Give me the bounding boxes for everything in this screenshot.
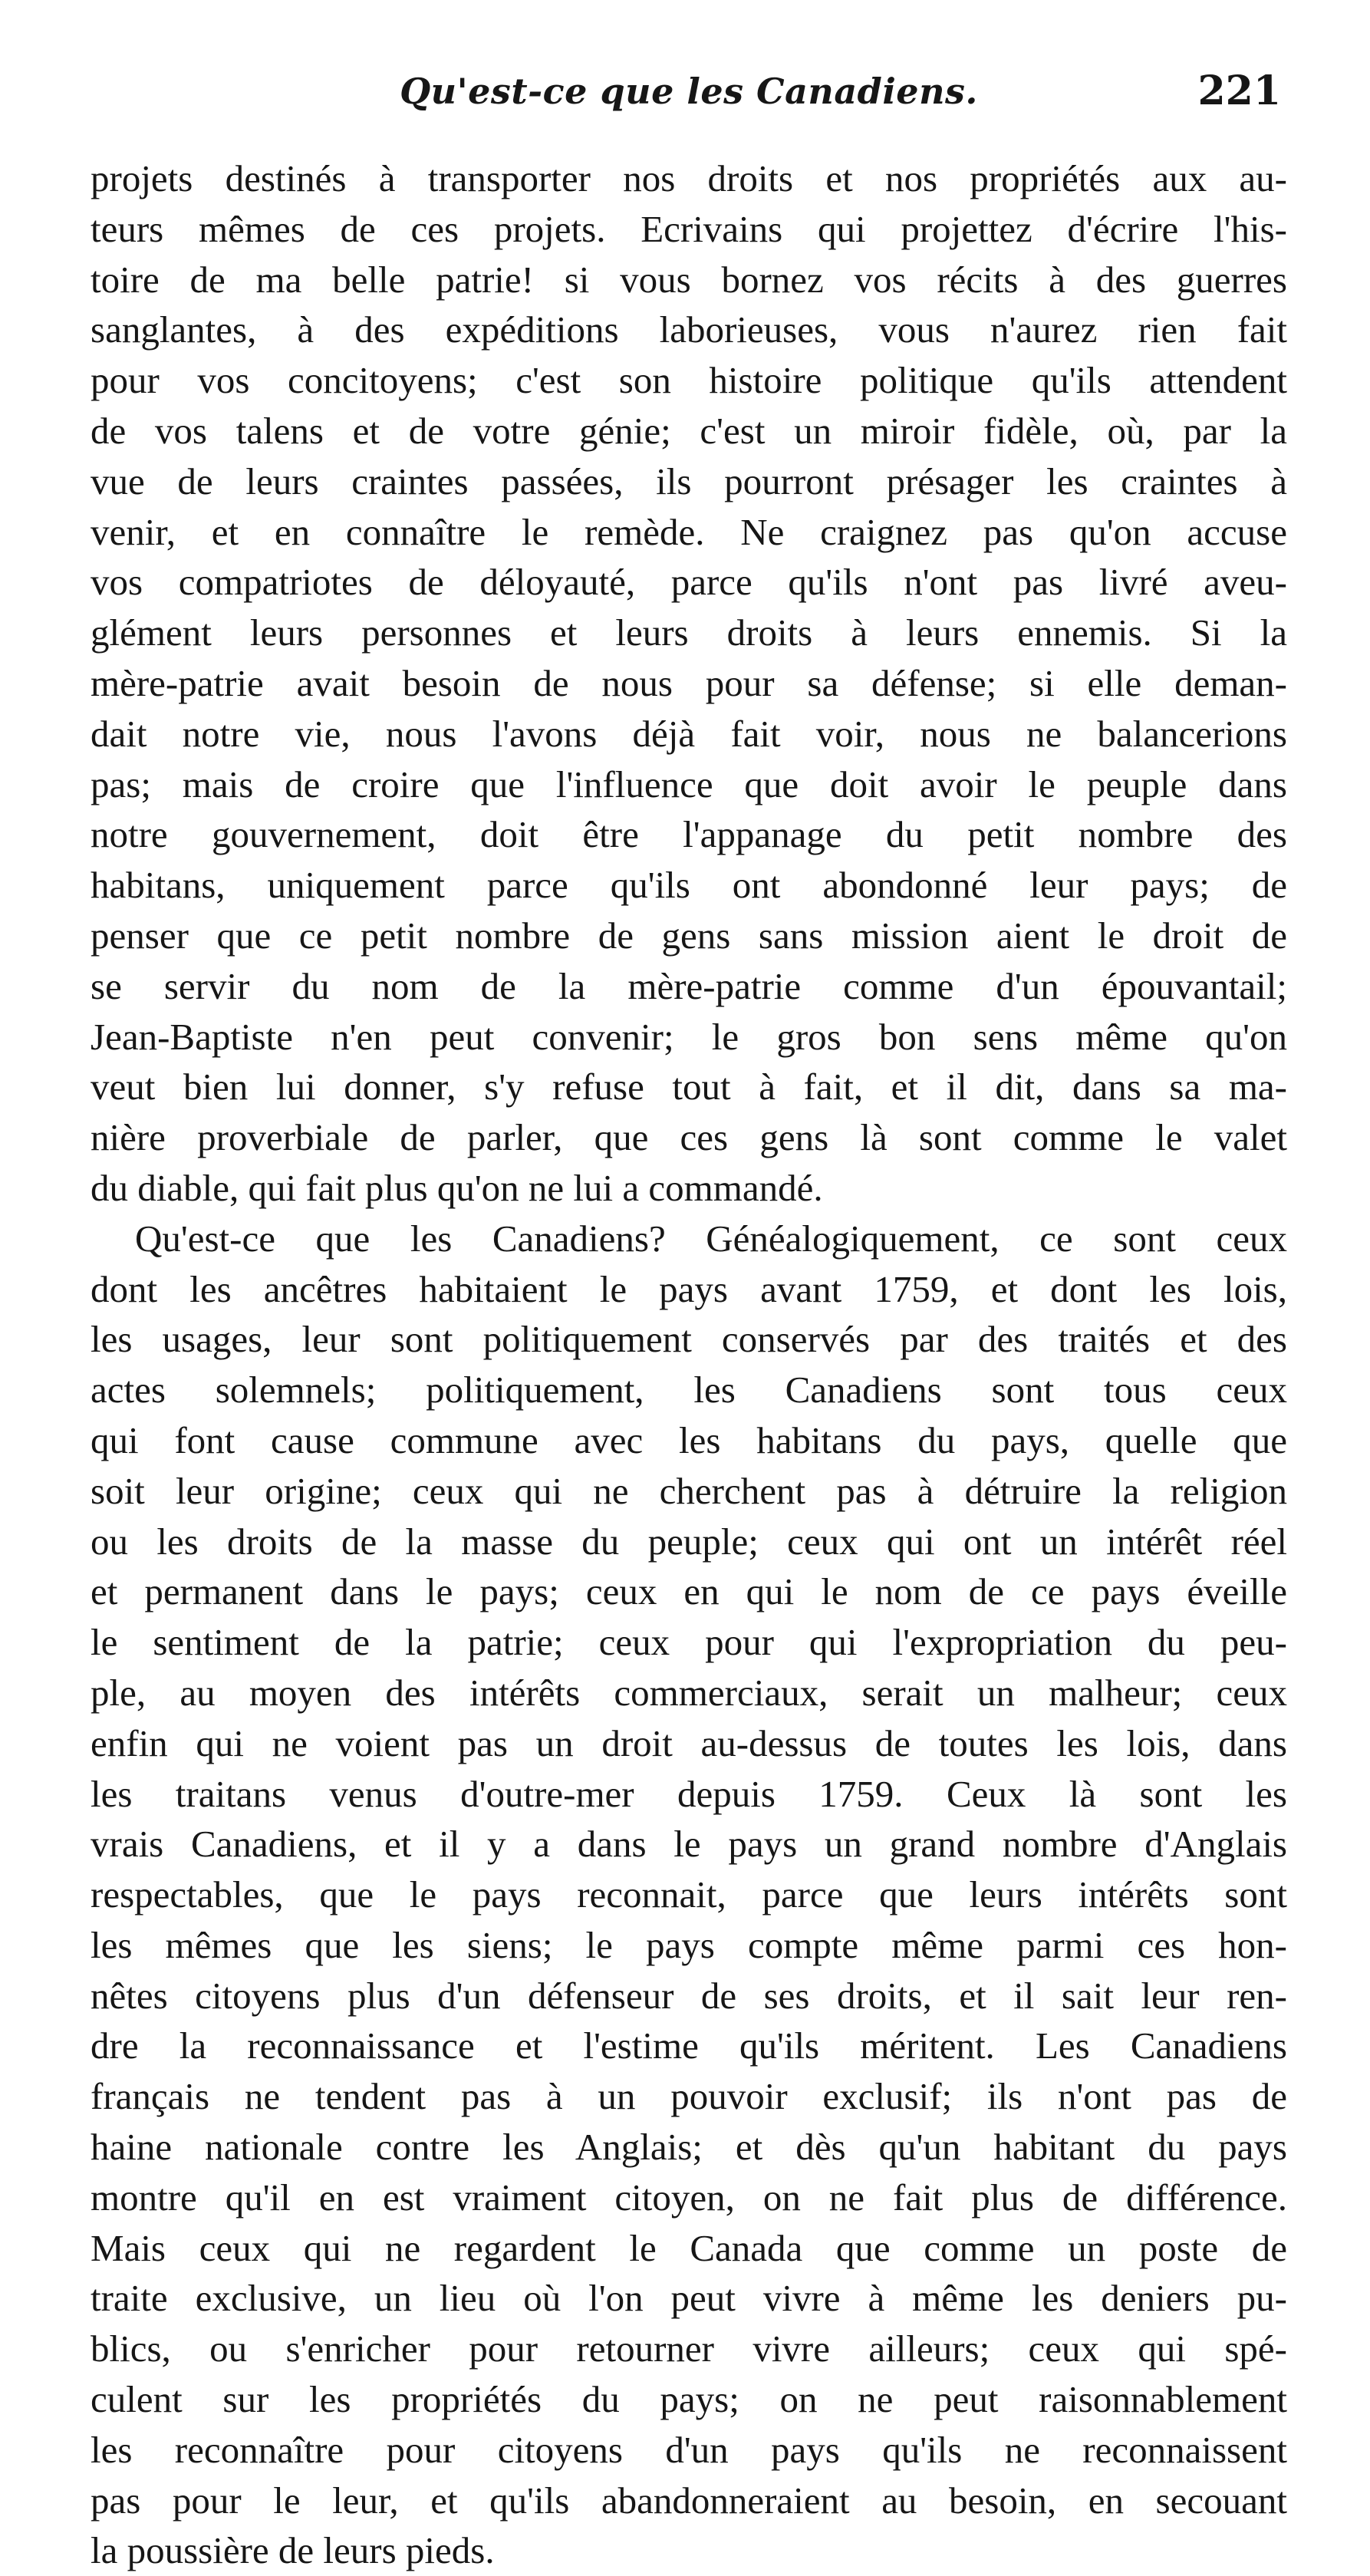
text-line: les traitans venus d'outre-mer depuis 1759. Ceux là sont les [91, 1772, 1287, 1815]
text-line: blics, ou s'enricher pour retourner vivre ailleurs; ceux qui spé- [91, 2327, 1287, 2370]
text-line: penser que ce petit nombre de gens sans mission aient le droit de [91, 914, 1287, 957]
text-line: français ne tendent pas à un pouvoir exclusif; ils n'ont pas de [91, 2075, 1287, 2118]
text-line: Jean-Baptiste n'en peut convenir; le gros bon sens même qu'on [91, 1015, 1287, 1058]
text-line: habitans, uniquement parce qu'ils ont abondonné leur pays; de [91, 864, 1287, 907]
text-line: du diable, qui fait plus qu'on ne lui a commandé. [91, 1166, 823, 1209]
text-line: venir, et en connaître le remède. Ne craignez pas qu'on accuse [91, 510, 1287, 553]
text-line: les usages, leur sont politiquement conservés par des traités et des [91, 1318, 1287, 1361]
text-line: ou les droits de la masse du peuple; ceux qui ont un intérêt réel [91, 1520, 1287, 1563]
text-line: pas pour le leur, et qu'ils abandonneraient au besoin, en secouant [91, 2479, 1287, 2522]
text-line: ple, au moyen des intérêts commerciaux, serait un malheur; ceux [91, 1671, 1287, 1714]
text-line: et permanent dans le pays; ceux en qui le nom de ce pays éveille [91, 1570, 1287, 1613]
text-line: vrais Canadiens, et il y a dans le pays un grand nombre d'Anglais [91, 1823, 1287, 1866]
text-line: notre gouvernement, doit être l'appanage du petit nombre des [91, 813, 1287, 856]
text-line: montre qu'il en est vraiment citoyen, on ne fait plus de différence. [91, 2176, 1287, 2219]
text-line: qui font cause commune avec les habitans du pays, quelle que [91, 1418, 1287, 1461]
text-line: nêtes citoyens plus d'un défenseur de ses droits, et il sait leur ren- [91, 1974, 1287, 2017]
text-line: pour vos concitoyens; c'est son histoire politique qu'ils attendent [91, 359, 1287, 402]
page-number: 221 [1197, 68, 1281, 114]
text-line: se servir du nom de la mère-patrie comme d'un épouvantail; [91, 964, 1287, 1007]
text-line: soit leur origine; ceux qui ne cherchent pas à détruire la religion [91, 1469, 1287, 1512]
text-line: dait notre vie, nous l'avons déjà fait voir, nous ne balancerions [91, 712, 1287, 755]
text-line: dont les ancêtres habitaient le pays avant 1759, et dont les lois, [91, 1267, 1287, 1310]
text-line: projets destinés à transporter nos droits et nos propriétés aux au- [91, 157, 1287, 199]
text-line: vue de leurs craintes passées, ils pourront présager les craintes à [91, 460, 1287, 502]
text-line: haine nationale contre les Anglais; et dès qu'un habitant du pays [91, 2126, 1287, 2169]
text-line: toire de ma belle patrie! si vous bornez vos récits à des guerres [91, 258, 1287, 301]
text-line: le sentiment de la patrie; ceux pour qui l'expropriation du peu- [91, 1621, 1287, 1664]
text-line: dre la reconnaissance et l'estime qu'ils méritent. Les Canadiens [91, 2024, 1287, 2067]
text-line: veut bien lui donner, s'y refuse tout à fait, et il dit, dans sa ma- [91, 1066, 1287, 1108]
running-title: Qu'est-ce que les Canadiens. [400, 71, 978, 112]
text-line: nière proverbiale de parler, que ces gens là sont comme le valet [91, 1116, 1287, 1159]
running-head [91, 68, 1287, 121]
text-line: la poussière de leurs pieds. [91, 2529, 495, 2572]
text-line: Qu'est-ce que les Canadiens? Généalogiquement, ce sont ceux [135, 1217, 1287, 1260]
text-line: vos compatriotes de déloyauté, parce qu'ils n'ont pas livré aveu- [91, 561, 1287, 604]
text-line: traite exclusive, un lieu où l'on peut vivre à même les deniers pu- [91, 2277, 1287, 2320]
text-line: glément leurs personnes et leurs droits à leurs ennemis. Si la [91, 611, 1287, 654]
text-line: sanglantes, à des expéditions laborieuses, vous n'aurez rien fait [91, 308, 1287, 351]
text-line: enfin qui ne voient pas un droit au-dessus de toutes les lois, dans [91, 1721, 1287, 1764]
text-line: actes solemnels; politiquement, les Canadiens sont tous ceux [91, 1369, 1287, 1412]
text-line: Mais ceux qui ne regardent le Canada que comme un poste de [91, 2226, 1287, 2269]
text-line: teurs mêmes de ces projets. Ecrivains qui projettez d'écrire l'his- [91, 207, 1287, 250]
text-line: culent sur les propriétés du pays; on ne peut raisonnablement [91, 2378, 1287, 2421]
text-line: les mêmes que les siens; le pays compte même parmi ces hon- [91, 1923, 1287, 1966]
text-line: pas; mais de croire que l'influence que doit avoir le peuple dans [91, 763, 1287, 805]
text-line: les reconnaître pour citoyens d'un pays qu'ils ne reconnaissent [91, 2428, 1287, 2471]
text-line: de vos talens et de votre génie; c'est un miroir fidèle, où, par la [91, 409, 1287, 452]
text-line: mère-patrie avait besoin de nous pour sa défense; si elle deman- [91, 661, 1287, 704]
text-line: respectables, que le pays reconnait, parce que leurs intérêts sont [91, 1873, 1287, 1916]
body-text [91, 153, 1287, 2576]
